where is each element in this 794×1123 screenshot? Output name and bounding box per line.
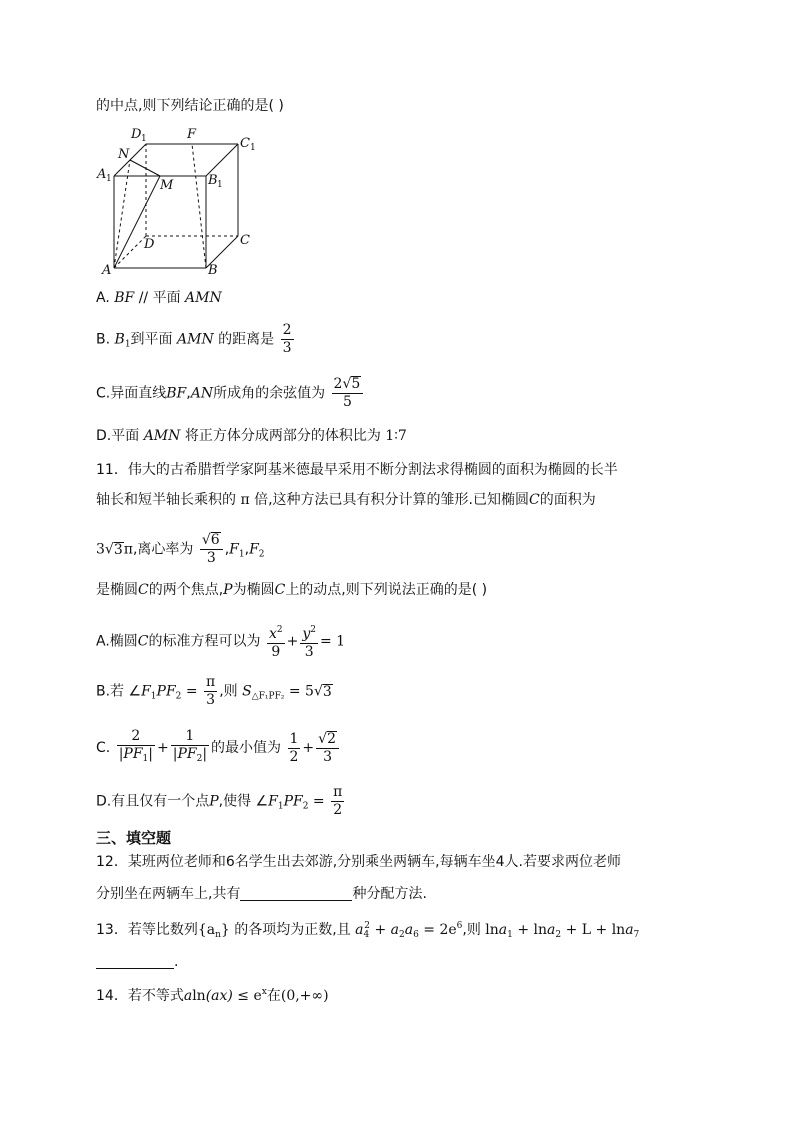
- q12-line2: 分别坐在两辆车上,共有 种分配方法.: [96, 886, 427, 902]
- q13-line2: .: [96, 952, 178, 972]
- q10-option-a: A. BF // 平面 AMN: [96, 290, 222, 306]
- q11-line2: 轴长和短半轴长乘积的 π 倍,这种方法已具有积分计算的雏形.已知椭圆C的面积为: [96, 492, 596, 508]
- label-A1-sub: 1: [106, 174, 112, 184]
- q13-line1: 13．若等比数列$\{a_n\}$ 的各项均为正数,且 $a_4^2 + a_2a_6 = 2e^6$,则 lna$_1$ + lna$_2$ + L + lna$_7$: [96, 921, 640, 940]
- section-heading-fill-in: 三、填空题: [96, 829, 172, 847]
- segment-AM: [114, 176, 160, 268]
- q10-option-b: B. $B_1$到平面 AMN 的距离是 $\frac{2}{3}$: [96, 322, 292, 356]
- q11-line1: 11．伟大的古希腊哲学家阿基米德最早采用不断分割法求得椭圆的面积为椭圆的长半: [96, 462, 618, 478]
- label-F: F: [187, 127, 197, 142]
- label-B1-sub: 1: [217, 180, 223, 190]
- q11-option-a: A.椭圆C的标准方程可以为 $\frac{x^2}{9}$ + $\frac{y^2}{3}$ = 1: [96, 622, 345, 661]
- q11-option-c: C. $\frac{2}{|PF_1|}$ + $\frac{1}{|PF_2|}$ 的最小值为 $\frac{1}{2}$ + $\frac{√2}{3}$: [96, 728, 341, 768]
- label-C1: C: [240, 136, 250, 151]
- segment-MN: [130, 160, 160, 176]
- cube-figure: [94, 124, 274, 280]
- fraction-1-2: $\frac{1}{2}$: [289, 730, 299, 765]
- fraction-2sqrt5-5: $\frac{2√5}{5}$: [332, 376, 364, 411]
- fraction-2-3: $\frac{2}{3}$: [282, 322, 292, 356]
- fraction-y2-3: $\frac{y^2}{3}$: [300, 622, 318, 661]
- label-C: C: [240, 233, 250, 248]
- edge-B1C1: [206, 144, 238, 176]
- label-M: M: [160, 178, 174, 193]
- label-C1-sub: 1: [250, 143, 256, 153]
- fraction-2-over-pf1: $\frac{2}{|PF_1|}$: [118, 728, 153, 764]
- fraction-pi-3: $\frac{\pi}{3}$: [206, 674, 216, 708]
- label-A1: A: [97, 167, 107, 182]
- q14-line1: 14．若不等式$aln(ax) \le e^x$在(0,+∞): [96, 987, 329, 1004]
- q10-option-d: D.平面 AMN 将正方体分成两部分的体积比为 1∶7: [96, 428, 407, 444]
- answer-blank-q12[interactable]: [240, 900, 352, 901]
- fraction-sqrt6-3: $\frac{√6}{3}$: [200, 532, 223, 567]
- label-B1: B: [208, 173, 218, 188]
- fraction-pi-2: $\frac{\pi}{2}$: [333, 784, 343, 818]
- q11-option-b: B.若 $\angle F_1PF_2$ = $\frac{\pi}{3}$ ,则 $S_{\triangle F_1PF_2} = 5√3$: [96, 674, 332, 708]
- q10-stem-tail: 的中点,则下列结论正确的是( ): [96, 98, 284, 114]
- q11-line4: 是椭圆C的两个焦点,P为椭圆C上的动点,则下列说法正确的是( ): [96, 582, 488, 598]
- q11-line3: 3√3π,离心率为 $\frac{√6}{3}$ $,F_1,F_2$: [96, 532, 265, 566]
- q10-option-c: C.异面直线BF,AN所成角的余弦值为 $\frac{2√5}{5}$: [96, 376, 365, 411]
- label-D: D: [144, 237, 155, 252]
- answer-blank-q13[interactable]: [96, 968, 174, 969]
- hidden-edge-AD: [114, 236, 146, 268]
- label-A: A: [102, 263, 112, 278]
- q11-option-d: D.有且仅有一个点P,使得 $\angle F_1PF_2$ = $\frac{\pi}{2}$: [96, 784, 343, 818]
- label-D1-sub: 1: [141, 134, 147, 144]
- fraction-x2-9: $\frac{x^2}{9}$: [267, 622, 285, 661]
- fraction-sqrt2-3: $\frac{√2}{3}$: [316, 731, 339, 766]
- label-D1: D: [131, 127, 142, 142]
- hidden-segment-BF: [192, 144, 206, 268]
- q12-line1: 12．某班两位老师和6名学生出去郊游,分别乘坐两辆车,每辆车坐4人.若要求两位老师: [96, 854, 621, 870]
- label-N: N: [118, 147, 130, 162]
- label-B: B: [208, 263, 218, 278]
- fraction-1-over-pf2: $\frac{1}{|PF_2|}$: [172, 728, 208, 764]
